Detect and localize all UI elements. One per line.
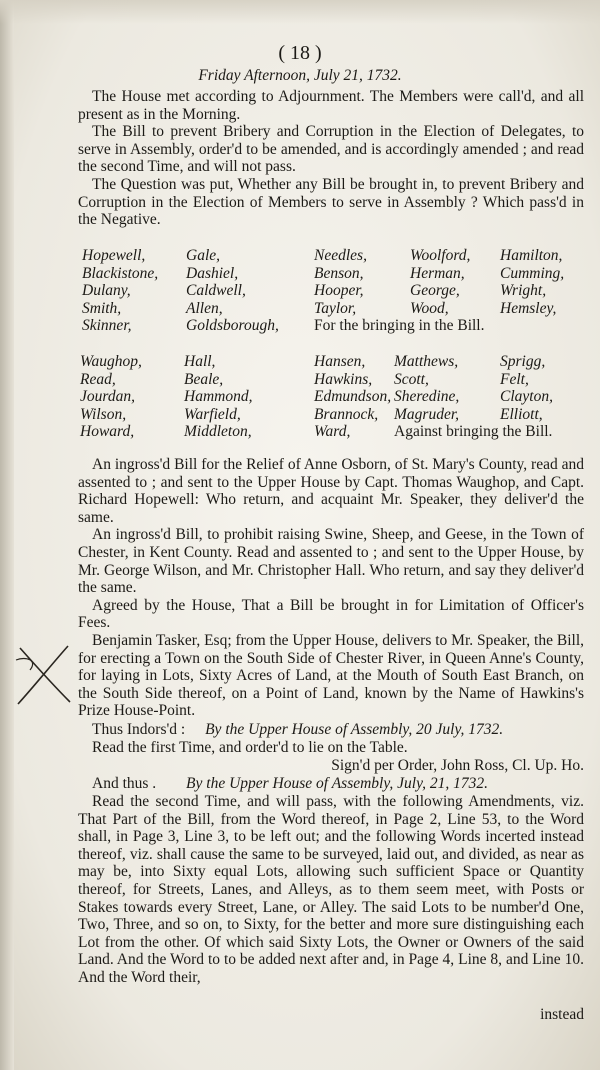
member-name: Hall,: [184, 353, 216, 370]
paragraph: An ingross'd Bill, to prohibit raising Swine, Sheep, and Geese, in the Town of Chester, in Kent County. Read and assented to ; and sent to the Upper House, by Mr. George Wilson, and Mr. Christopher Hall. Who return, and say they deliver'd the same.: [78, 526, 584, 597]
member-name: Caldwell,: [186, 282, 246, 300]
member-name: Hopewell,: [82, 247, 146, 264]
member-name: Ward,: [314, 423, 351, 441]
page-edge-shadow: [0, 0, 14, 1070]
vote-row: [80, 406, 580, 424]
member-name: Benson,: [314, 264, 364, 282]
member-name: Warfield,: [184, 405, 241, 423]
member-name: Goldsborough,: [186, 317, 279, 335]
indorsed-text: By the Upper House of Assembly, 20 July, 1732.: [205, 721, 504, 738]
vote-result: For the bringing in the Bill.: [314, 317, 485, 335]
member-name: Cumming,: [500, 264, 565, 282]
member-name: Felt,: [500, 370, 529, 388]
paragraph: Benjamin Tasker, Esq; from the Upper House, delivers to Mr. Speaker, the Bill, for erecting a Town on the South Side of Chester River, in Queen Anne's County, for laying in Lots, Sixty Acres of Land, at the Mouth of South East Branch, on the South Side thereof, on a Point of Land, known by the Name of Hawkins's Prize House-Point.: [78, 631, 584, 720]
member-name: Edmundson,: [314, 388, 392, 406]
member-name: Elliott,: [500, 405, 543, 423]
member-name: Blackistone,: [82, 264, 159, 282]
member-name: Hansen,: [314, 353, 366, 370]
vote-row: [82, 317, 582, 335]
vote-row: [80, 353, 580, 371]
member-name: Jourdan,: [80, 388, 135, 406]
member-name: Sprigg,: [500, 353, 546, 370]
member-name: Dulany,: [82, 282, 131, 300]
member-name: Magruder,: [394, 405, 460, 423]
vote-row: [82, 282, 582, 300]
paragraph: The Question was put, Whether any Bill be brought in, to prevent Bribery and Corruption in the Election of Members to serve in Assembly ? Which pass'd in the Negative.: [78, 175, 584, 229]
member-name: Needles,: [314, 247, 367, 264]
vote-row: [82, 300, 582, 318]
member-name: Hawkins,: [314, 370, 373, 388]
member-name: Middleton,: [184, 423, 252, 441]
handwritten-cross-mark: [8, 640, 78, 710]
member-name: Allen,: [186, 299, 223, 317]
page-top-shadow: [0, 0, 600, 24]
member-name: Woolford,: [410, 247, 471, 264]
body-text: [78, 456, 584, 720]
member-name: Skinner,: [82, 317, 132, 335]
vote-against-table: [80, 353, 580, 441]
member-name: Scott,: [394, 370, 429, 388]
vote-row: [82, 247, 582, 265]
paragraph: The House met according to Adjournment. The Members were call'd, and all present as in the Morning.: [78, 88, 584, 123]
first-reading: Read the first Time, and order'd to lie on the Table.: [92, 739, 408, 756]
member-name: Taylor,: [314, 299, 357, 317]
indorsement-line: [92, 721, 584, 739]
signature-line: Sign'd per Order, John Ross, Cl. Up. Ho.: [331, 757, 584, 774]
thus-text: By the Upper House of Assembly, July, 21, 1732.: [186, 775, 488, 792]
member-name: Smith,: [82, 299, 122, 317]
paragraph: Agreed by the House, That a Bill be brought in for Limitation of Officer's Fees.: [78, 596, 584, 632]
member-name: Wood,: [410, 299, 449, 317]
member-name: Hooper,: [314, 282, 364, 300]
member-name: Brannock,: [314, 405, 379, 423]
member-name: Wright,: [500, 282, 547, 300]
amendments-text: [78, 793, 584, 987]
member-name: Hemsley,: [500, 299, 557, 317]
member-name: Dashiel,: [186, 264, 239, 282]
intro-text: [78, 88, 584, 229]
member-name: Waughop,: [80, 353, 142, 370]
member-name: Matthews,: [394, 353, 459, 370]
member-name: Hamilton,: [500, 247, 563, 264]
member-name: Sheredine,: [394, 388, 460, 406]
paragraph: The Bill to prevent Bribery and Corruption in the Election of Delegates, to serve in Assembly, order'd to be amended, and is accordingly amended ; and read the second Time, and will not pass.: [78, 123, 584, 176]
member-name: Herman,: [410, 264, 465, 282]
thus-line: [92, 775, 584, 793]
indorsed-label: Thus Indors'd :: [92, 721, 186, 738]
paragraph: Read the second Time, and will pass, with the following Amendments, viz. That Part of the Bill, from the Word thereof, in Page 2, Line 53, to the Word shall, in Page 3, Line 3, to be left out; and the following Words incerted instead thereof, viz. shall cause the same to be surveyed, laid out, and divided, as near as may be, into Sixty equal Lots, allowing such sufficient Space or Quantity thereof, for Streets, Lanes, and Alleys, as to them seem meet, with Posts or Stakes towards every Street, Lane, or Alley. The said Lots to be number'd One, Two, Three, and so on, to Sixty, for the better and more sure distinguishing each Lot from the other. Of which said Sixty Lots, the Owner or Owners of the said Land. And the Word to to be added next after and, in Page 4, Line 8, and Line 10. And the Word their,: [78, 793, 584, 986]
member-name: Read,: [80, 370, 116, 388]
vote-result: Against bringing the Bill.: [394, 423, 553, 441]
page-number: ( 18 ): [278, 42, 322, 64]
vote-row: [80, 371, 580, 389]
session-heading: Friday Afternoon, July 21, 1732.: [198, 67, 402, 84]
vote-row: [80, 388, 580, 406]
member-name: Wilson,: [80, 405, 127, 423]
member-name: Gale,: [186, 247, 221, 264]
thus-label: And thus .: [92, 775, 157, 792]
member-name: Hammond,: [184, 388, 253, 406]
paragraph: An ingross'd Bill for the Relief of Anne Osborn, of St. Mary's County, read and assented to ; and sent to the Upper House by Capt. Thomas Waughop, and Capt. Richard Hopewell: Who return, and acquaint Mr. Speaker, they deliver'd the same.: [78, 456, 584, 526]
catchword: instead: [540, 1006, 584, 1023]
member-name: Howard,: [80, 423, 135, 441]
vote-for-table: [82, 247, 582, 335]
member-name: George,: [410, 282, 460, 300]
vote-row: [80, 423, 580, 441]
vote-row: [82, 265, 582, 283]
member-name: Clayton,: [500, 388, 553, 406]
member-name: Beale,: [184, 370, 224, 388]
